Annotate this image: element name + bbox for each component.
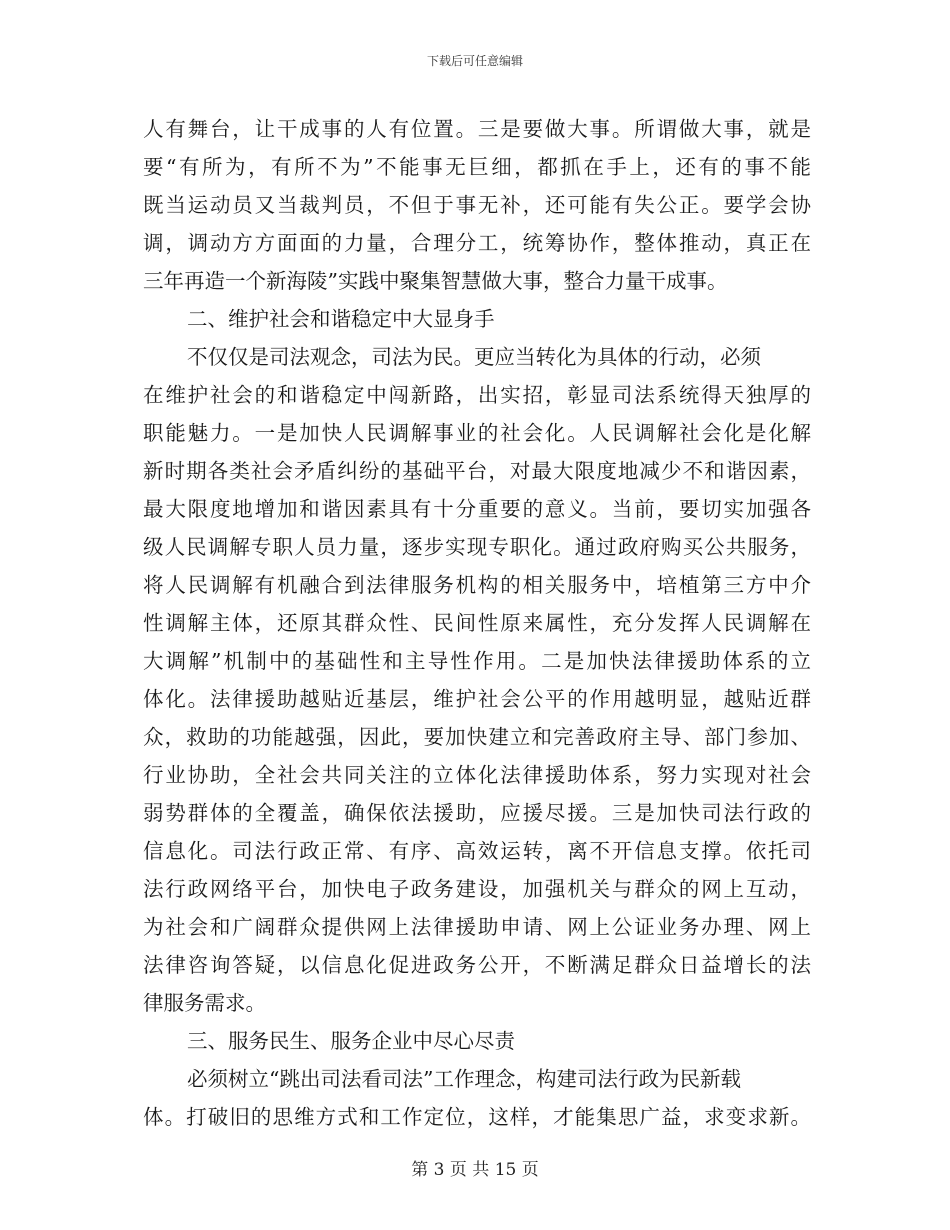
body-text-line: 众，救助的功能越强，因此，要加快建立和完善政府主导、部门参加、: [143, 725, 811, 749]
body-text-line: 法行政网络平台，加快电子政务建设，加强机关与群众的网上互动，: [143, 877, 811, 901]
body-text-line: 行业协助，全社会共同关注的立体化法律援助体系，努力实现对社会: [143, 763, 811, 787]
body-text-line: 律服务需求。: [143, 991, 266, 1015]
body-text-line: 不仅仅是司法观念，司法为民。更应当转化为具体的行动，必须: [187, 345, 761, 369]
body-text-line: 弱势群体的全覆盖，确保依法援助，应援尽援。三是加快司法行政的: [143, 801, 811, 825]
body-text-line: 法律咨询答疑，以信息化促进政务公开，不断满足群众日益增长的法: [143, 953, 811, 977]
body-text-line: 体化。法律援助越贴近基层，维护社会公平的作用越明显，越贴近群: [143, 687, 811, 711]
body-text-line: 既当运动员又当裁判员，不但于事无补，还可能有失公正。要学会协: [143, 193, 811, 217]
body-text-line: 最大限度地增加和谐因素具有十分重要的意义。当前，要切实加强各: [143, 497, 811, 521]
body-text-line: 必须树立“跳出司法看司法”工作理念，构建司法行政为民新载: [187, 1067, 741, 1091]
page-number-footer: 第 3 页 共 15 页: [411, 1160, 539, 1180]
body-text-line: 将人民调解有机融合到法律服务机构的相关服务中，培植第三方中介: [143, 573, 811, 597]
body-text-line: 三年再造一个新海陵”实践中聚集智慧做大事，整合力量干成事。: [143, 269, 728, 293]
body-text-line: 人有舞台，让干成事的人有位置。三是要做大事。所谓做大事，就是: [143, 117, 811, 141]
body-text-line: 性调解主体，还原其群众性、民间性原来属性，充分发挥人民调解在: [143, 611, 811, 635]
body-text-line: 体。打破旧的思维方式和工作定位，这样，才能集思广益，求变求新。: [143, 1105, 811, 1129]
document-body: [143, 110, 811, 1136]
body-text-line: 新时期各类社会矛盾纠纷的基础平台，对最大限度地减少不和谐因素，: [143, 459, 811, 483]
page-header-note: 下载后可任意编辑: [426, 54, 523, 68]
body-text-line: 在维护社会的和谐稳定中闯新路，出实招，彰显司法系统得天独厚的: [143, 383, 811, 407]
body-text-line: 信息化。司法行政正常、有序、高效运转，离不开信息支撑。依托司: [143, 839, 811, 863]
body-text-line: 要“有所为，有所不为”不能事无巨细，都抓在手上，还有的事不能: [143, 155, 811, 179]
section-heading: 三、服务民生、服务企业中尽心尽责: [187, 1029, 515, 1053]
body-text-line: 职能魅力。一是加快人民调解事业的社会化。人民调解社会化是化解: [143, 421, 811, 445]
body-text-line: 大调解”机制中的基础性和主导性作用。二是加快法律援助体系的立: [143, 649, 811, 673]
body-text-line: 为社会和广阔群众提供网上法律援助申请、网上公证业务办理、网上: [143, 915, 811, 939]
body-text-line: 调，调动方方面面的力量，合理分工，统筹协作，整体推动，真正在: [143, 231, 811, 255]
body-text-line: 级人民调解专职人员力量，逐步实现专职化。通过政府购买公共服务，: [143, 535, 811, 559]
section-heading: 二、维护社会和谐稳定中大显身手: [187, 307, 495, 331]
